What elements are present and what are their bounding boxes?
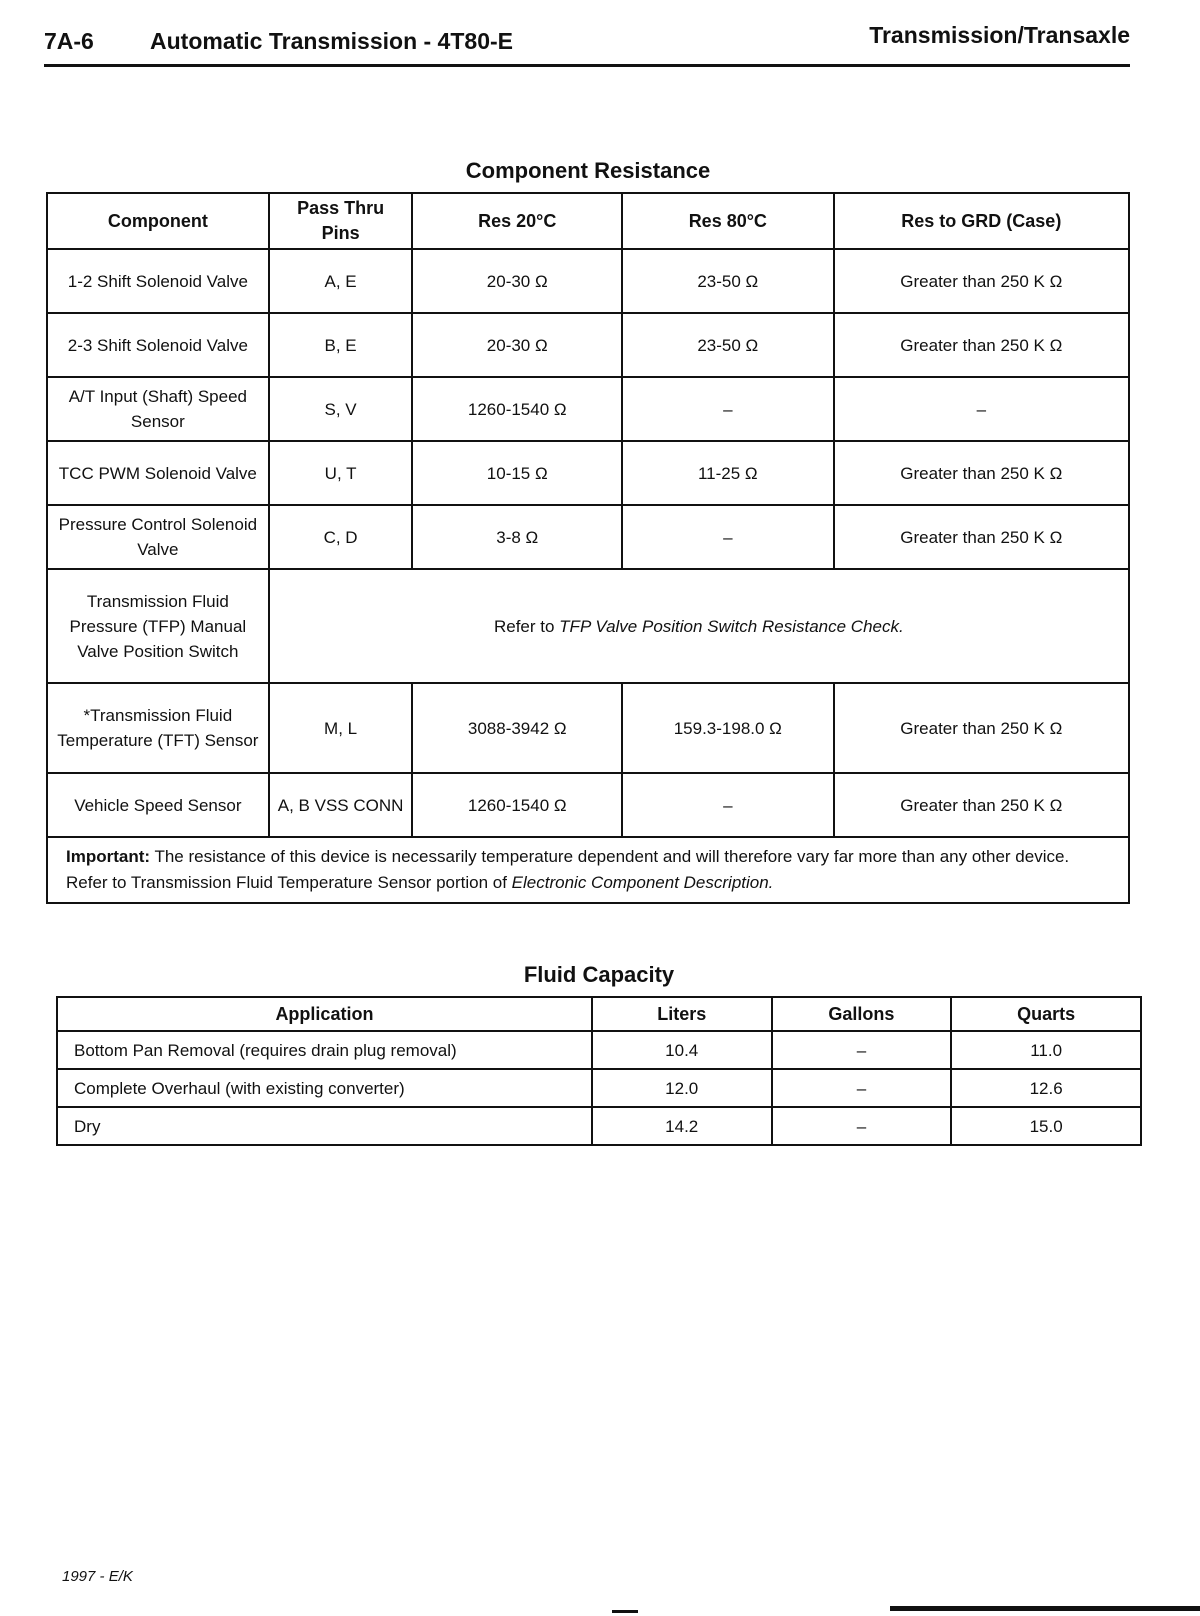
liters-cell: 10.4 <box>592 1031 772 1069</box>
column-header: Res 80°C <box>622 193 834 249</box>
res80-cell: 11-25 Ω <box>622 441 834 505</box>
res20-cell: 1260-1540 Ω <box>412 377 622 441</box>
column-header: Component <box>47 193 269 249</box>
grd-cell: – <box>834 377 1129 441</box>
res20-cell: 3088-3942 Ω <box>412 683 622 773</box>
column-header: Pass Thru Pins <box>269 193 413 249</box>
table-row <box>47 249 1129 313</box>
application-cell: Bottom Pan Removal (requires drain plug removal) <box>57 1031 592 1069</box>
gallons-cell: – <box>772 1031 952 1069</box>
component-resistance-table <box>46 192 1130 904</box>
fluid-capacity-title: Fluid Capacity <box>523 962 675 987</box>
res80-cell: – <box>622 377 834 441</box>
component-cell: A/T Input (Shaft) Speed Sensor <box>47 377 269 441</box>
component-cell: 1-2 Shift Solenoid Valve <box>47 249 269 313</box>
component-cell: 2-3 Shift Solenoid Valve <box>47 313 269 377</box>
table-row <box>57 1031 1141 1069</box>
grd-cell: Greater than 250 K Ω <box>834 505 1129 569</box>
column-header: Application <box>57 997 592 1031</box>
document-title: Automatic Transmission - 4T80-E <box>150 28 513 54</box>
note-text: The resistance of this device is necessarily temperature dependent and will therefore vary far more than any other device. Refer to Transmission Fluid Temperature Sensor portion of <box>66 847 1070 892</box>
res80-cell: – <box>622 773 834 837</box>
note-row <box>47 837 1129 903</box>
application-cell: Complete Overhaul (with existing converter) <box>57 1069 592 1107</box>
component-cell: TCC PWM Solenoid Valve <box>47 441 269 505</box>
component-cell: Transmission Fluid Pressure (TFP) Manual Valve Position Switch <box>47 569 269 683</box>
gallons-cell: – <box>772 1069 952 1107</box>
pins-cell: M, L <box>269 683 413 773</box>
application-cell: Dry <box>57 1107 592 1145</box>
gallons-cell: – <box>772 1107 952 1145</box>
table-row <box>47 313 1129 377</box>
pins-cell: B, E <box>269 313 413 377</box>
footer-code: 1997 - E/K <box>62 1568 133 1585</box>
quarts-cell: 12.6 <box>951 1069 1141 1107</box>
column-header: Liters <box>592 997 772 1031</box>
grd-cell: Greater than 250 K Ω <box>834 773 1129 837</box>
table-header-row <box>57 997 1141 1031</box>
refer-link-text: TFP Valve Position Switch Resistance Check. <box>559 616 904 636</box>
liters-cell: 14.2 <box>592 1107 772 1145</box>
grd-cell: Greater than 250 K Ω <box>834 313 1129 377</box>
res80-cell: – <box>622 505 834 569</box>
column-header: Gallons <box>772 997 952 1031</box>
pins-cell: C, D <box>269 505 413 569</box>
component-resistance-title: Component Resistance <box>465 158 711 183</box>
column-header: Res 20°C <box>412 193 622 249</box>
important-note <box>47 837 1129 903</box>
res20-cell: 10-15 Ω <box>412 441 622 505</box>
refer-prefix: Refer to <box>493 616 560 636</box>
pins-cell: A, B VSS CONN <box>269 773 413 837</box>
table-row-vss <box>47 773 1129 837</box>
grd-cell: Greater than 250 K Ω <box>834 441 1129 505</box>
table-row <box>47 377 1129 441</box>
quarts-cell: 15.0 <box>951 1107 1141 1145</box>
column-header: Res to GRD (Case) <box>834 193 1129 249</box>
page-header <box>44 22 1130 67</box>
res80-cell: 159.3-198.0 Ω <box>622 683 834 773</box>
grd-cell: Greater than 250 K Ω <box>834 249 1129 313</box>
table-row <box>57 1069 1141 1107</box>
section-title: Transmission/Transaxle <box>869 22 1130 48</box>
res20-cell: 20-30 Ω <box>412 313 622 377</box>
res80-cell: 23-50 Ω <box>622 249 834 313</box>
pins-cell: S, V <box>269 377 413 441</box>
note-ref: Electronic Component Description. <box>511 873 774 892</box>
column-header: Quarts <box>951 997 1141 1031</box>
table-row-tft <box>47 683 1129 773</box>
component-cell: Pressure Control Solenoid Valve <box>47 505 269 569</box>
footer-dash <box>612 1610 638 1613</box>
table-row <box>47 441 1129 505</box>
component-cell: *Transmission Fluid Temperature (TFT) Sensor <box>47 683 269 773</box>
table-row <box>57 1107 1141 1145</box>
quarts-cell: 11.0 <box>951 1031 1141 1069</box>
pins-cell: A, E <box>269 249 413 313</box>
table-row-tfp <box>47 569 1129 683</box>
page-number: 7A-6 <box>44 28 94 54</box>
tfp-refer-cell <box>269 569 1129 683</box>
table-row <box>47 505 1129 569</box>
fluid-capacity-table <box>56 996 1142 1146</box>
liters-cell: 12.0 <box>592 1069 772 1107</box>
component-cell: Vehicle Speed Sensor <box>47 773 269 837</box>
note-label: Important: <box>66 847 151 866</box>
pins-cell: U, T <box>269 441 413 505</box>
res20-cell: 3-8 Ω <box>412 505 622 569</box>
res20-cell: 1260-1540 Ω <box>412 773 622 837</box>
grd-cell: Greater than 250 K Ω <box>834 683 1129 773</box>
res20-cell: 20-30 Ω <box>412 249 622 313</box>
res80-cell: 23-50 Ω <box>622 313 834 377</box>
footer-rule <box>890 1606 1200 1611</box>
table-header-row <box>47 193 1129 249</box>
